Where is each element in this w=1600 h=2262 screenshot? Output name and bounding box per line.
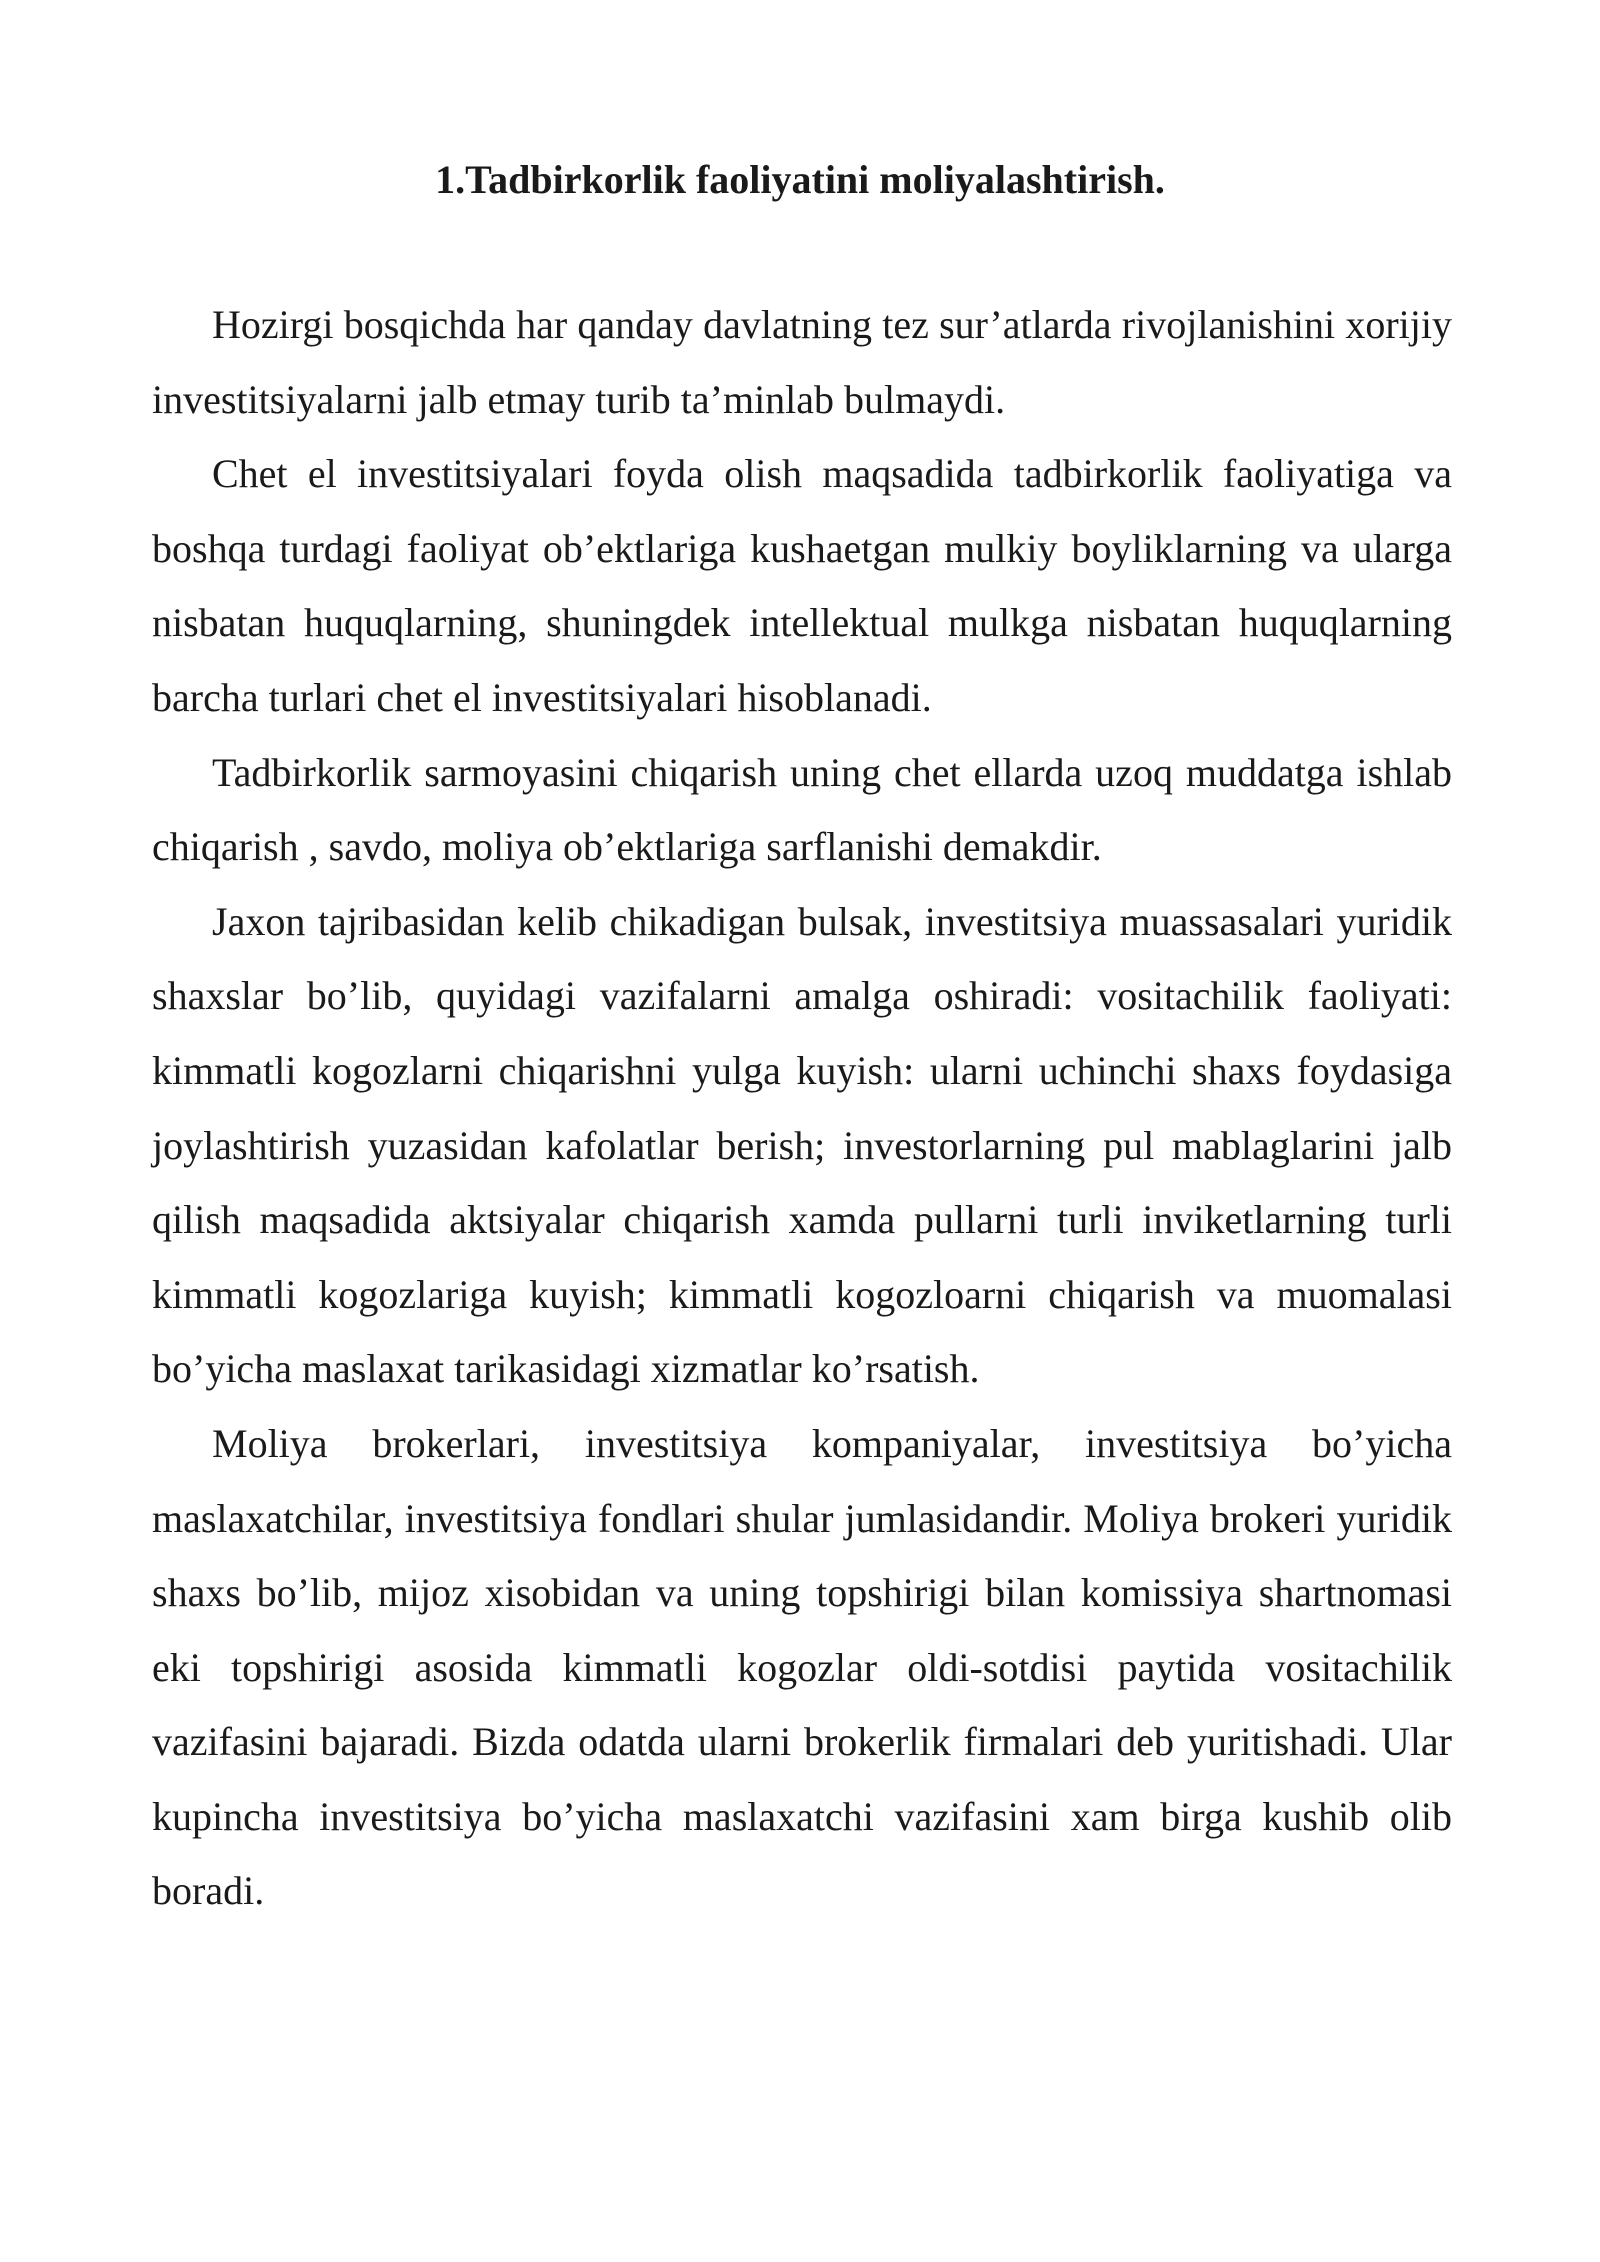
paragraph-4: Jaxon tajribasidan kelib chikadigan bulsak, investitsiya muassasalari yuridik shaxslar bo’lib, quyidagi vazifalarni amalga oshiradi: vositachilik faoliyati: kimmatli kogozlarni chiqarishni yulga kuyish: ularni uchinchi shaxs foydasiga joylashtirish yuzasidan kafolatlar berish; investorlarning pul mablaglarini jalb qilish maqsadida aktsiyalar chiqarish xamda pullarni turli inviketlarning turli kimmatli kogozlariga kuyish; kimmatli kogozloarni chiqarish va muomalasi bo’yicha maslaxat tarikasidagi xizmatlar ko’rsatish. <box>152 898 1452 1392</box>
paragraph-1: Hozirgi bosqichda har qanday davlatning tez sur’atlarda rivojlanishini xorijiy investitsiyalarni jalb etmay turib ta’minlab bulmaydi. <box>152 302 1452 422</box>
document-title: 1.Tadbirkorlik faoliyatini moliyalashtirish. <box>435 157 1165 202</box>
document-body <box>152 288 1452 1929</box>
paragraph-5: Moliya brokerlari, investitsiya kompaniyalar, investitsiya bo’yicha maslaxatchilar, investitsiya fondlari shular jumlasidandir. Moliya brokeri yuridik shaxs bo’lib, mijoz xisobidan va uning topshirigi bilan komissiya shartnomasi eki topshirigi asosida kimmatli kogozlar oldi-sotdisi paytida vositachilik vazifasini bajaradi. Bizda odatda ularni brokerlik firmalari deb yuritishadi. Ular kupincha investitsiya bo’yicha maslaxatchi vazifasini xam birga kushib olib boradi. <box>152 1420 1452 1914</box>
paragraph-3: Tadbirkorlik sarmoyasini chiqarish uning chet ellarda uzoq muddatga ishlab chiqarish , savdo, moliya ob’ektlariga sarflanishi demakdir. <box>152 749 1452 870</box>
paragraph-2: Chet el investitsiyalari foyda olish maqsadida tadbirkorlik faoliyatiga va boshqa turdagi faoliyat ob’ektlariga kushaetgan mulkiy boyliklarning va ularga nisbatan huquqlarning, shuningdek intellektual mulkga nisbatan huquqlarning barcha turlari chet el investitsiyalari hisoblanadi. <box>152 451 1452 720</box>
